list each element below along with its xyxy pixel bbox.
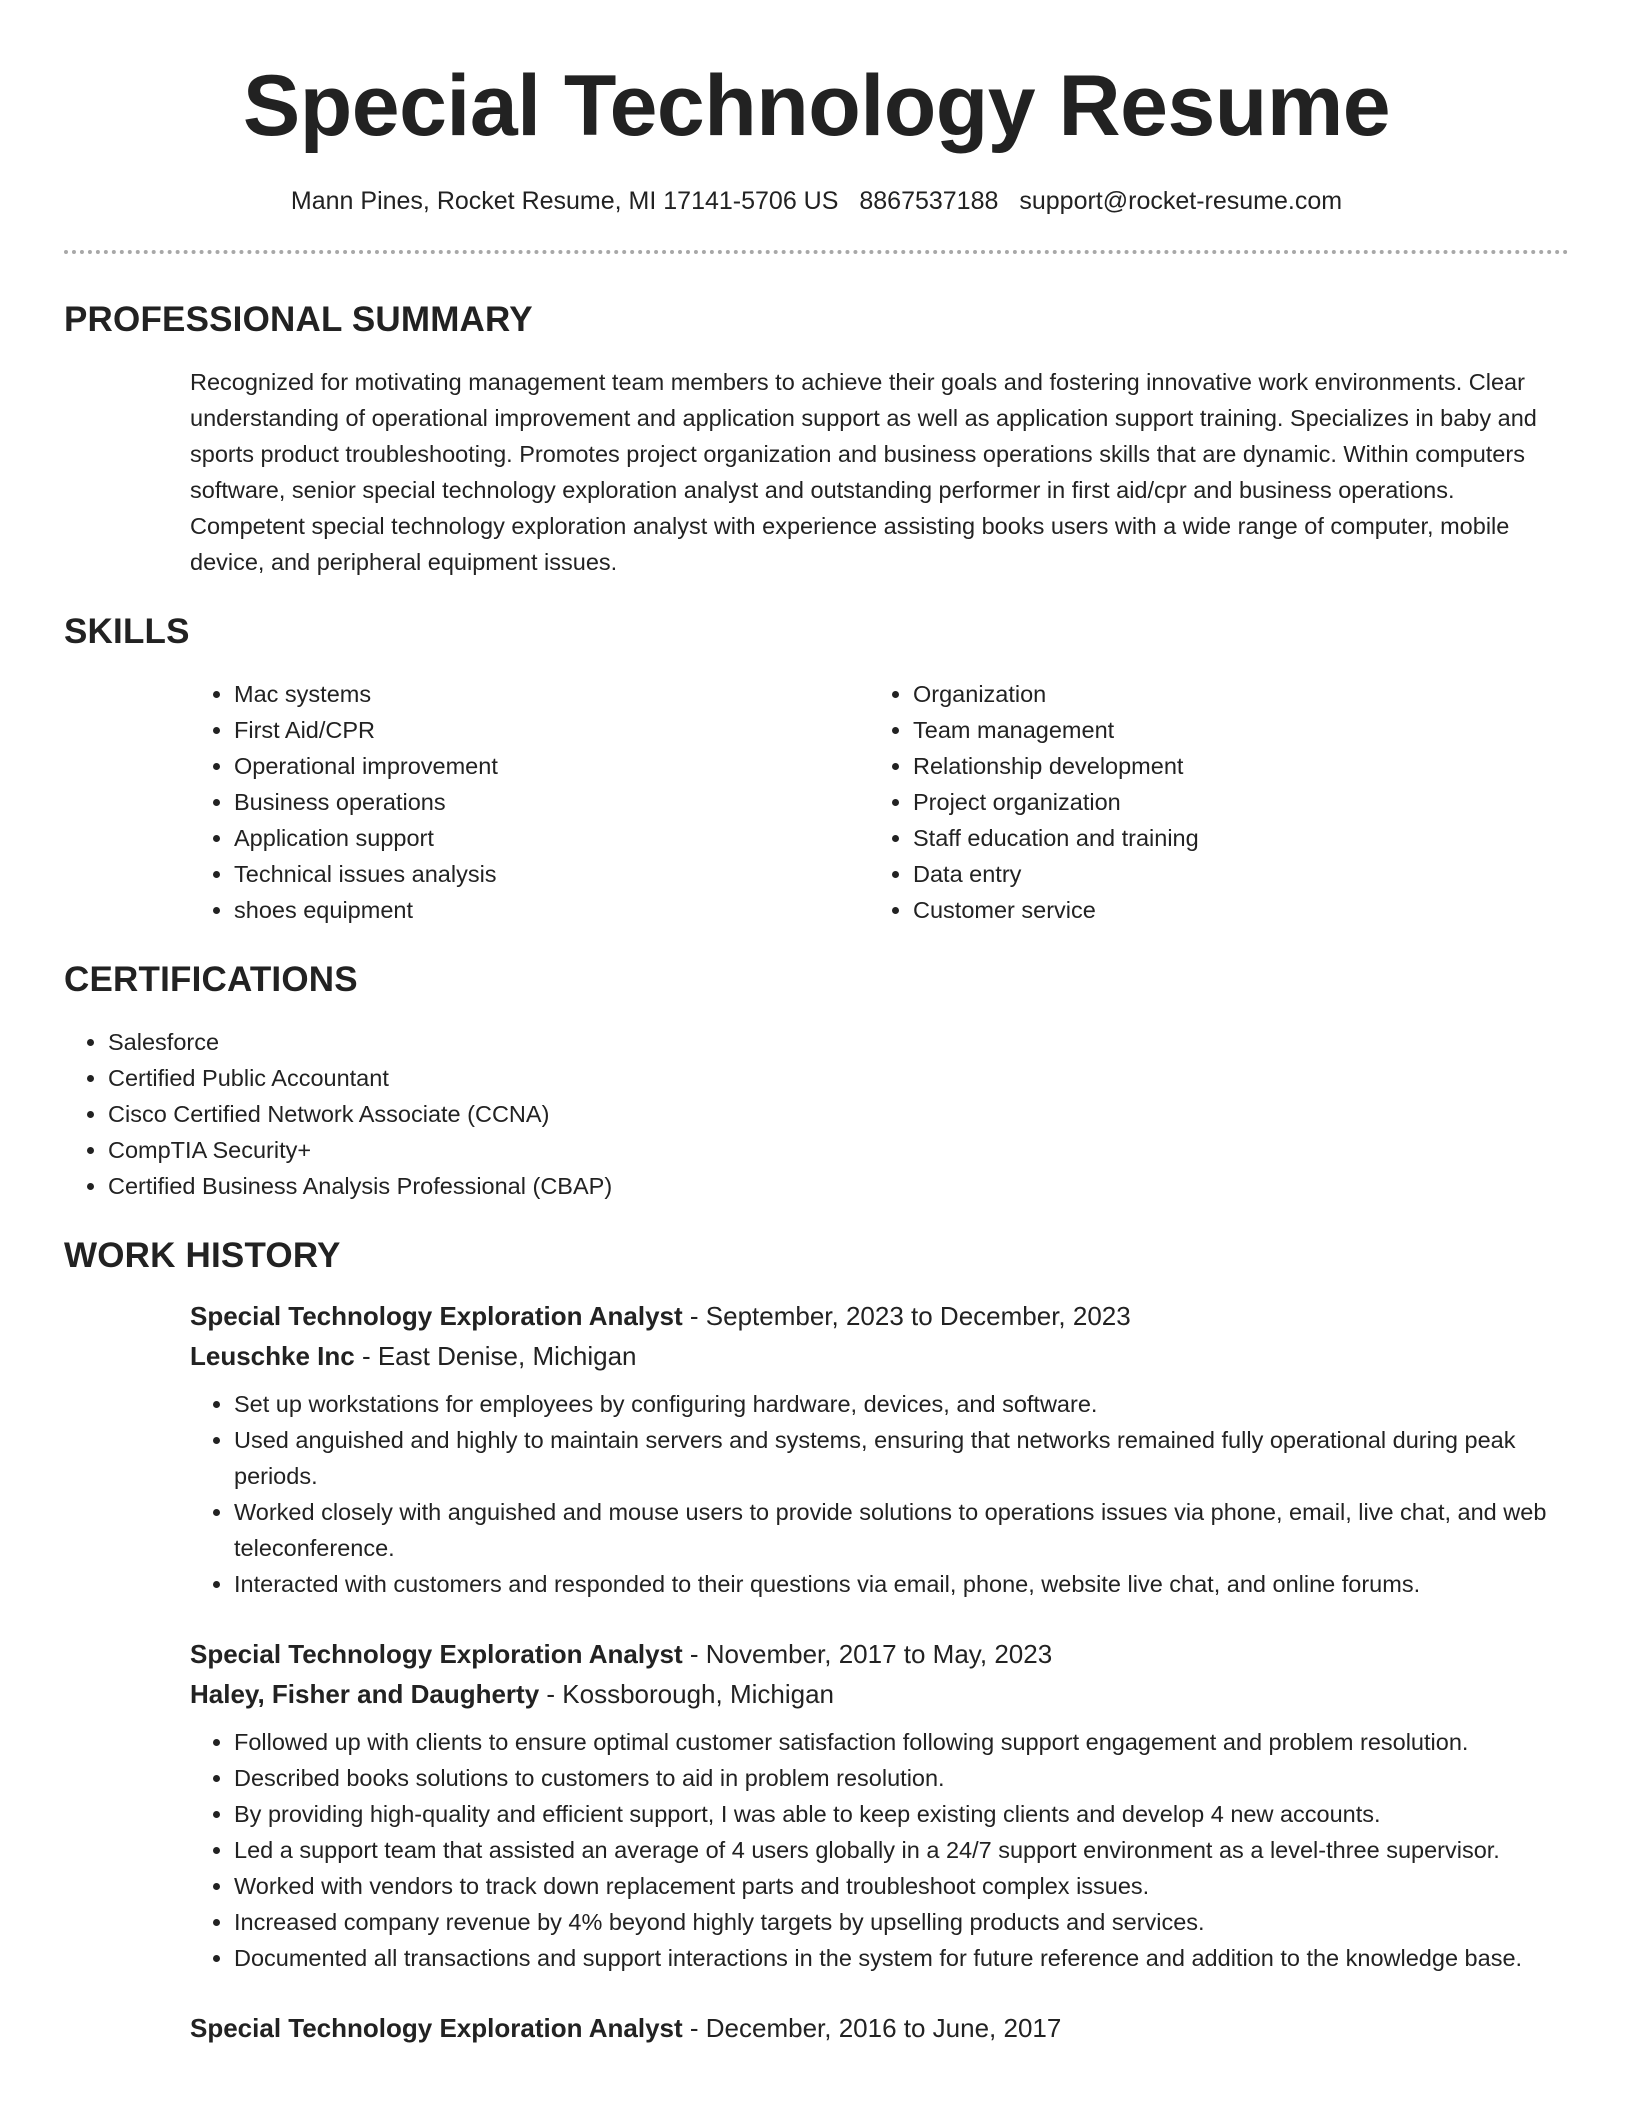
job-company-line (190, 1336, 1569, 1376)
skill-item: • Organization (913, 676, 1548, 712)
skills-column-right (869, 676, 1548, 928)
job-company-line (190, 1674, 1569, 1714)
skills-column-left (190, 676, 869, 928)
contact-line (64, 186, 1569, 216)
job-bullet: • Interacted with customers and responded to their questions via email, phone, website live chat, and online forums. (234, 1566, 1569, 1602)
job-entry (190, 1296, 1569, 1602)
certification-item: • Salesforce (108, 1024, 1569, 1060)
contact-phone: 8867537188 (859, 187, 999, 215)
skills-section (64, 610, 1569, 928)
job-bullet: • Led a support team that assisted an average of 4 users globally in a 24/7 support environment as a level-three supervisor. (234, 1832, 1569, 1868)
job-role: Special Technology Exploration Analyst (190, 1301, 683, 1331)
job-location: - Kossborough, Michigan (539, 1679, 834, 1709)
job-entry (190, 1634, 1569, 1976)
job-bullet: • Described books solutions to customers to aid in problem resolution. (234, 1760, 1569, 1796)
job-dates: - November, 2017 to May, 2023 (682, 1639, 1053, 1669)
summary-text: Recognized for motivating management team members to achieve their goals and fostering innovative work environments. Clear understanding of operational improvement and application support as well as application support training. Specializes in baby and sports product troubleshooting. Promotes project organization and business operations skills that are dynamic. Within computers software, senior special technology exploration analyst and outstanding performer in first aid/cpr and business operations. Competent special technology exploration analyst with experience assisting books users with a wide range of computer, mobile device, and peripheral equipment issues. (190, 369, 1537, 575)
skill-item: • Project organization (913, 784, 1548, 820)
job-bullets (190, 1386, 1569, 1602)
skill-item: • Staff education and training (913, 820, 1548, 856)
skill-item: • Operational improvement (234, 748, 869, 784)
certification-item: • Certified Public Accountant (108, 1060, 1569, 1096)
skill-item: • Technical issues analysis (234, 856, 869, 892)
skill-item: • shoes equipment (234, 892, 869, 928)
skill-item: • Application support (234, 820, 869, 856)
skill-item: • Team management (913, 712, 1548, 748)
job-bullet: • Used anguished and highly to maintain servers and systems, ensuring that networks remained fully operational during peak periods. (234, 1422, 1569, 1494)
certifications-section (64, 958, 1569, 1204)
skills-list-left (190, 676, 869, 928)
job-company: Haley, Fisher and Daugherty (190, 1679, 540, 1709)
job-role: Special Technology Exploration Analyst (190, 1639, 683, 1669)
job-dates: - September, 2023 to December, 2023 (682, 1301, 1131, 1331)
header-divider (64, 250, 1569, 254)
certification-item: • Cisco Certified Network Associate (CCNA) (108, 1096, 1569, 1132)
job-bullet: • Followed up with clients to ensure optimal customer satisfaction following support engagement and problem resolution. (234, 1724, 1569, 1760)
certification-item: • Certified Business Analysis Professional (CBAP) (108, 1168, 1569, 1204)
skill-item: • First Aid/CPR (234, 712, 869, 748)
job-bullets (190, 1724, 1569, 1976)
skill-item: • Data entry (913, 856, 1548, 892)
job-entry (190, 2008, 1569, 2048)
job-company: Leuschke Inc (190, 1341, 355, 1371)
job-bullet: • Increased company revenue by 4% beyond highly targets by upselling products and services. (234, 1904, 1569, 1940)
section-title-skills: SKILLS (64, 612, 190, 651)
skill-item: • Business operations (234, 784, 869, 820)
certification-item: • CompTIA Security+ (108, 1132, 1569, 1168)
skill-item: • Mac systems (234, 676, 869, 712)
job-role: Special Technology Exploration Analyst (190, 2013, 683, 2043)
skill-item: • Customer service (913, 892, 1548, 928)
job-dates: - December, 2016 to June, 2017 (682, 2013, 1062, 2043)
section-title-summary: PROFESSIONAL SUMMARY (64, 300, 533, 339)
job-bullet: • Set up workstations for employees by configuring hardware, devices, and software. (234, 1386, 1569, 1422)
skills-columns (190, 676, 1569, 928)
job-title-line (190, 2008, 1569, 2048)
work-history-section (64, 1234, 1569, 2048)
job-bullet: • Documented all transactions and support interactions in the system for future reference and addition to the knowledge base. (234, 1940, 1569, 1976)
resume-page (64, 0, 1569, 2048)
job-title-line (190, 1296, 1569, 1336)
job-location: - East Denise, Michigan (354, 1341, 637, 1371)
contact-email[interactable]: support@rocket-resume.com (1019, 187, 1343, 215)
job-title-line (190, 1634, 1569, 1674)
resume-title: Special Technology Resume (242, 58, 1391, 154)
job-bullet: • Worked closely with anguished and mouse users to provide solutions to operations issues via phone, email, live chat, and web teleconference. (234, 1494, 1569, 1566)
summary-section (64, 298, 1569, 580)
skill-item: • Relationship development (913, 748, 1548, 784)
job-bullet: • By providing high-quality and efficient support, I was able to keep existing clients and develop 4 new accounts. (234, 1796, 1569, 1832)
certifications-list (64, 1024, 1569, 1204)
section-title-certifications: CERTIFICATIONS (64, 960, 358, 999)
contact-address: Mann Pines, Rocket Resume, MI 17141-5706 US (290, 187, 839, 215)
section-title-work-history: WORK HISTORY (64, 1236, 341, 1275)
skills-list-right (869, 676, 1548, 928)
job-bullet: • Worked with vendors to track down replacement parts and troubleshoot complex issues. (234, 1868, 1569, 1904)
